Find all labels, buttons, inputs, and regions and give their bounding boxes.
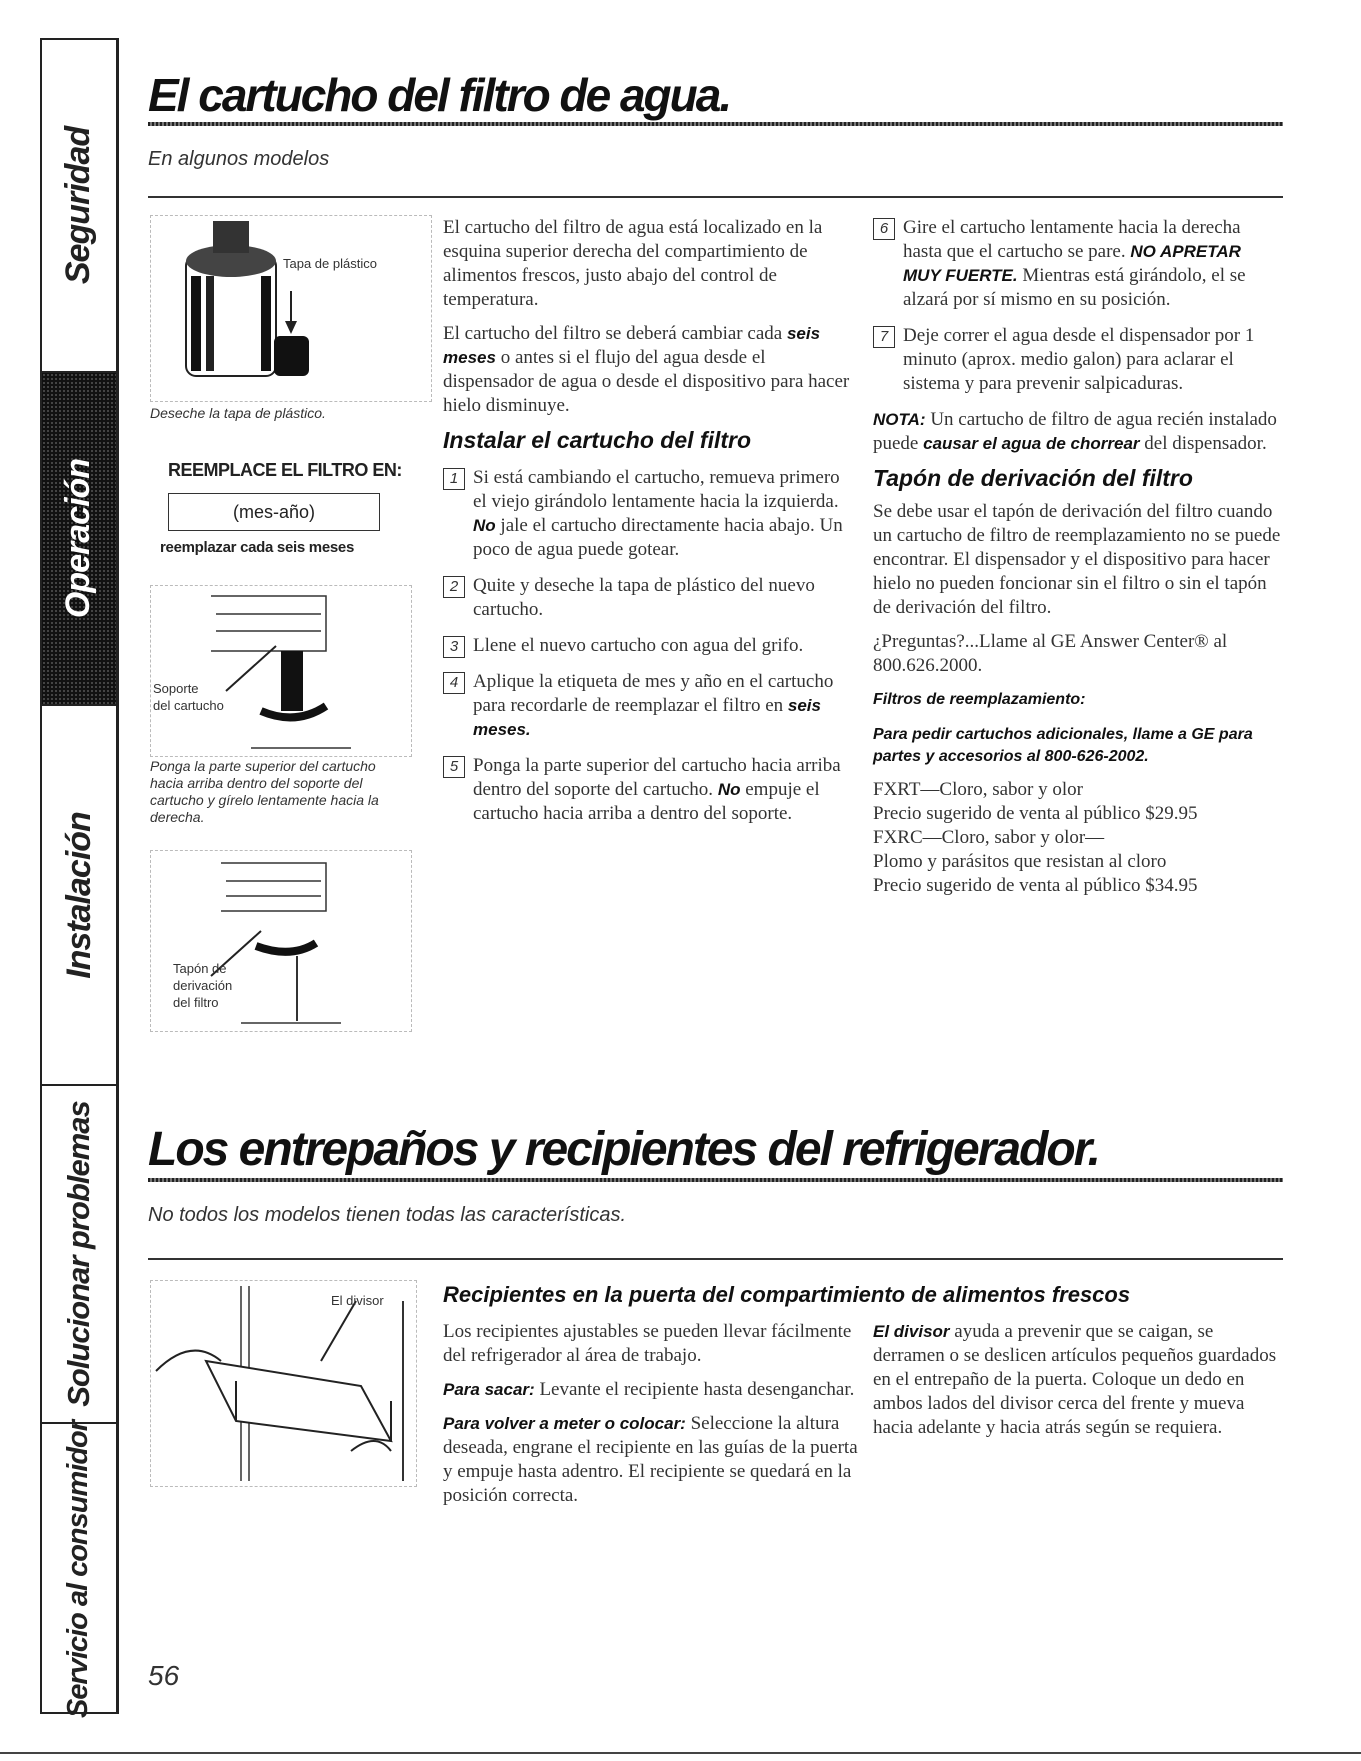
product-line: FXRC—Cloro, sabor y olor— [873, 827, 1105, 848]
step-2 [443, 574, 853, 622]
step-1 [443, 466, 853, 562]
emphasis: seis meses. [473, 696, 821, 739]
figure-label: derivación [173, 978, 233, 993]
text: del dispensador. [1139, 433, 1267, 454]
step-6 [873, 216, 1283, 312]
bins-heading: Recipientes en la puerta del compartimiento de alimentos frescos [443, 1282, 1131, 1307]
figure-caption: Ponga la parte superior del cartucho hacia arriba dentro del soporte del cartucho y gírelo lentamente hacia la derecha. [150, 758, 379, 825]
product-list [873, 778, 1283, 898]
emphasis: causar el agua de chorrear [923, 434, 1140, 453]
tab-operacion[interactable] [42, 373, 116, 706]
bins-paragraph: Los recipientes ajustables se pueden llevar fácilmente del refrigerador al área de trabajo. [443, 1321, 852, 1366]
step-number: 5 [443, 756, 465, 778]
step-4 [443, 670, 853, 742]
step-number: 7 [873, 326, 895, 348]
figure-label: del filtro [173, 995, 219, 1010]
step-number: 4 [443, 672, 465, 694]
reminder-label [160, 460, 410, 556]
figure-label: El divisor [331, 1293, 384, 1308]
emphasis: Para sacar: [443, 1380, 535, 1399]
product-line: FXRT—Cloro, sabor y olor [873, 779, 1083, 800]
subtitle-rule [148, 1258, 1283, 1260]
text: Gire el cartucho lentamente hacia la derecha hasta que el cartucho se pare. [903, 217, 1241, 262]
emphasis: El divisor [873, 1322, 950, 1341]
tab-seguridad[interactable] [42, 40, 116, 373]
subtitle-rule [148, 196, 1283, 198]
text: ayuda a prevenir que se caigan, se derramen o se deslicen artículos pequeños guardados en el entrepaño de la puerta. Coloque un dedo en ambos lados del divisor cerca del frente y mueva hacia adelante y hacia atrás según se requiera. [873, 1321, 1277, 1438]
tab-label: Servicio al consumidor [62, 1420, 95, 1718]
figure-caption: Deseche la tapa de plástico. [150, 405, 326, 421]
text: o antes si el flujo del agua desde el dispensador de agua o desde el dispositivo para hacer hielo disminuye. [443, 347, 850, 416]
tab-servicio-al-consumidor[interactable] [42, 1420, 116, 1718]
figure-label: Tapa de plástico [283, 256, 377, 271]
text: Ponga la parte superior del cartucho hacia arriba dentro del soporte del cartucho. [473, 755, 841, 800]
title-rule [148, 1178, 1283, 1182]
section-subtitle: En algunos modelos [148, 148, 330, 170]
text: Llene el nuevo cartucho con agua del grifo. [473, 635, 804, 656]
figure-label: Soporte [153, 681, 199, 696]
bypass-paragraph: Se debe usar el tapón de derivación del filtro cuando un cartucho de filtro de reemplazamiento no se puede encontrar. El dispensador y el dispositivo para hacer hielo no pueden foncionar sin el filtro o sin el tapón de derivación del filtro. [873, 501, 1281, 618]
door-bin-icon [151, 1281, 416, 1486]
right-column [873, 216, 1283, 898]
bypass-plug-illustration [150, 850, 412, 1032]
order-info: Para pedir cartuchos adicionales, llame a GE para partes y accesorios al 800-626-2002. [873, 726, 1253, 765]
figure-label: Tapón de [173, 961, 227, 976]
text: Levante el recipiente hasta desenganchar. [534, 1379, 855, 1400]
step-number: 6 [873, 218, 895, 240]
emphasis: NO APRETAR MUY FUERTE. [903, 242, 1241, 285]
text: El cartucho del filtro se deberá cambiar cada [443, 323, 787, 344]
page-bottom-rule [0, 1752, 1361, 1754]
step-5 [443, 754, 853, 826]
bypass-heading: Tapón de derivación del filtro [873, 465, 1193, 491]
divider-paragraph [873, 1320, 1283, 1440]
text: empuje el cartucho hacia arriba a dentro del soporte. [473, 779, 820, 824]
section-title: El cartucho del filtro de agua. [148, 69, 731, 121]
tab-label: Seguridad [59, 126, 98, 285]
date-box: (mes-año) [168, 493, 380, 531]
install-heading: Instalar el cartucho del filtro [443, 427, 752, 453]
filter-cartridge-illustration [150, 215, 432, 402]
tab-instalacion[interactable] [42, 706, 116, 1086]
reminder-footer: reemplazar cada seis meses [160, 539, 355, 556]
emphasis: No [717, 780, 741, 799]
tab-label: Instalación [59, 811, 98, 979]
intro-paragraph-2 [443, 322, 853, 418]
text: Aplique la etiqueta de mes y año en el cartucho para recordarle de reemplazar el filtro en [473, 671, 834, 716]
bins-column-right [873, 1320, 1283, 1450]
remove-paragraph [443, 1378, 858, 1402]
door-bin-illustration [150, 1280, 417, 1487]
section-subtitle: No todos los modelos tienen todas las características. [148, 1204, 627, 1226]
sidebar-divider [116, 38, 119, 1714]
figure-label: del cartucho [153, 698, 224, 713]
text: jale el cartucho directamente hacia abajo. Un poco de agua puede gotear. [473, 515, 843, 560]
replace-paragraph [443, 1412, 858, 1508]
section-title: Los entrepaños y recipientes del refrigerador. [148, 1123, 1100, 1176]
emphasis: seis meses [443, 324, 821, 367]
intro-paragraph: El cartucho del filtro de agua está localizado en la esquina superior derecha del compartimiento de alimentos frescos, justo abajo del control de temperatura. [443, 217, 823, 310]
reminder-heading: REEMPLACE EL FILTRO EN: [168, 460, 402, 480]
text: Deje correr el agua desde el dispensador por 1 minuto (aprox. medio galon) para aclarar el sistema y para prevenir salpicaduras. [903, 325, 1255, 394]
text: Seleccione la altura deseada, engrane el recipiente en las guías de la puerta y empuje hasta adentro. El recipiente se quedará en la posición correcta. [443, 1413, 858, 1506]
filter-cartridge-icon [151, 216, 431, 401]
note [873, 408, 1283, 456]
product-line: Plomo y parásitos que resistan al cloro [873, 851, 1167, 872]
questions-paragraph: ¿Preguntas?...Llame al GE Answer Center® al 800.626.2000. [873, 631, 1228, 676]
product-line: Precio sugerido de venta al público $29.95 [873, 803, 1198, 824]
section-tab-bar [40, 38, 116, 1718]
tab-label: Solucionar problemas [61, 1101, 97, 1407]
step-number: 1 [443, 468, 465, 490]
text: Quite y deseche la tapa de plástico del nuevo cartucho. [473, 575, 815, 620]
replacement-heading: Filtros de reemplazamiento: [873, 691, 1086, 708]
middle-column [443, 216, 853, 838]
step-3 [443, 634, 853, 658]
cartridge-holder-illustration [150, 585, 412, 757]
step-number: 3 [443, 636, 465, 658]
note-label: NOTA: [873, 410, 926, 429]
emphasis: No [473, 516, 496, 535]
emphasis: Para volver a meter o colocar: [443, 1414, 686, 1433]
tab-solucionar-problemas[interactable] [42, 1086, 116, 1424]
tab-label: Operación [59, 458, 98, 619]
bins-column-left [443, 1320, 858, 1518]
cartridge-holder-icon [151, 586, 411, 756]
text: Mientras está girándolo, el se alzará por sí mismo en su posición. [903, 265, 1246, 310]
step-7 [873, 324, 1283, 396]
step-number: 2 [443, 576, 465, 598]
product-line: Precio sugerido de venta al público $34.95 [873, 875, 1198, 896]
text: Si está cambiando el cartucho, remueva primero el viejo girándolo lentamente hacia la izquierda. [473, 467, 840, 512]
title-rule [148, 122, 1283, 126]
text: Un cartucho de filtro de agua recién instalado puede [873, 409, 1277, 454]
page-number: 56 [148, 1660, 180, 1691]
